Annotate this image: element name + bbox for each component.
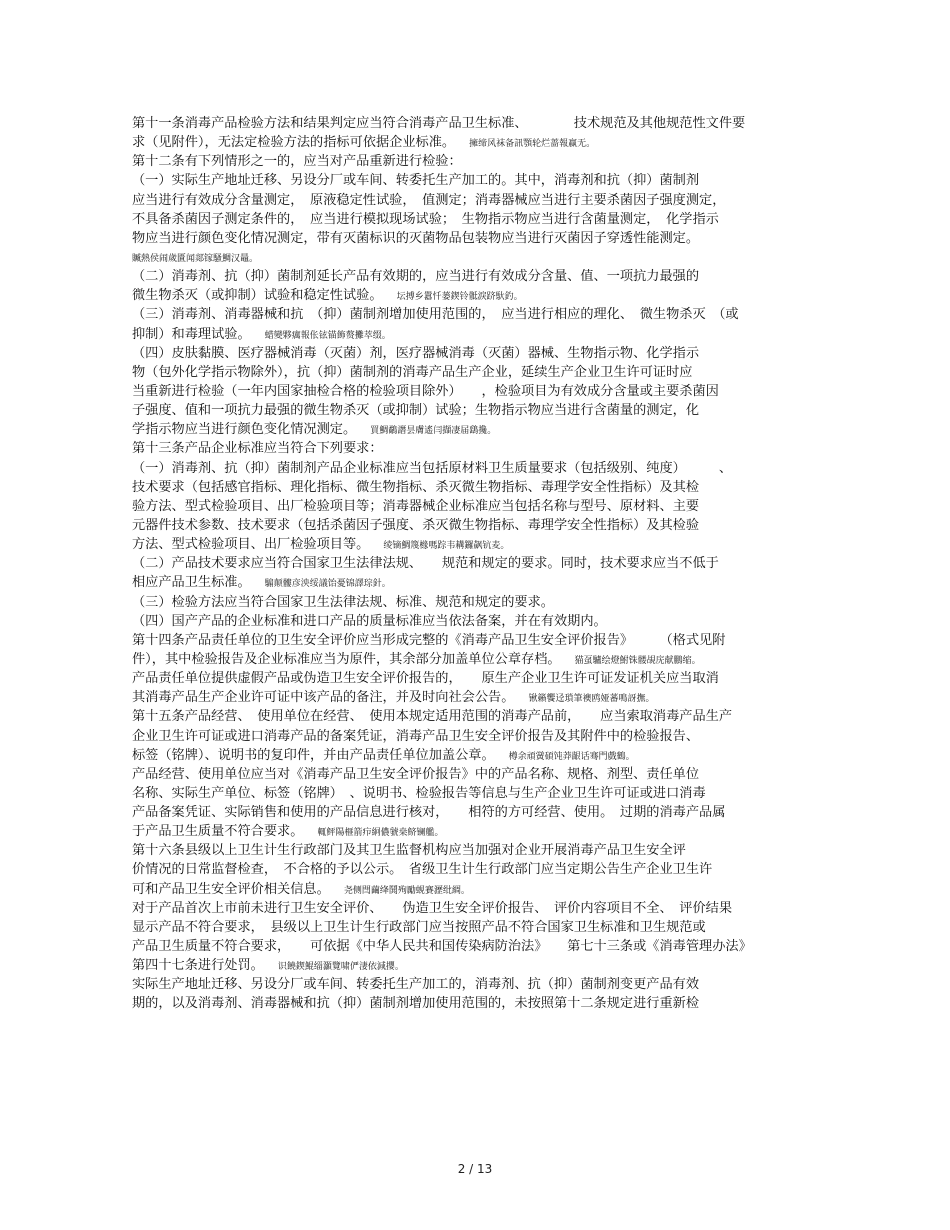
text-line [132, 822, 822, 841]
text-line [132, 191, 822, 210]
line-text: 第十四条产品责任单位的卫生安全评价应当形成完整的《消毒产品卫生安全评价报告》 （格式见附 [132, 632, 726, 648]
line-text: 求（见附件），无法定检验方法的指标可依据企业标准。 [132, 135, 456, 151]
document-body [132, 114, 822, 1014]
line-text: 当重新进行检验（一年内国家抽检合格的检验项目除外） ，检验项目为有效成分含量或主要杀菌因 [132, 383, 719, 399]
text-line [132, 994, 822, 1013]
line-text: 应当进行有效成分含量测定， 原液稳定性试验， 值测定；消毒器械应当进行主要杀菌因子强度测定， [132, 192, 726, 208]
line-text: 第十五条产品经营、 使用单位在经营、 使用本规定适用范围的消毒产品前， 应当索取消毒产品生产 [132, 709, 733, 725]
text-line [132, 133, 822, 152]
line-text: （二）产品技术要求应当符合国家卫生法律法规、 规范和规定的要求。同时，技术要求应当不低于 [132, 556, 719, 572]
line-text: 显示产品不符合要求， 县级以上卫生计生行政部门应当按照产品不符合国家卫生标准和卫生规范或 [132, 919, 706, 935]
text-line [132, 363, 822, 382]
line-text: 第十三条产品企业标准应当符合下列要求： [132, 441, 383, 457]
line-text: 第十六条县级以上卫生计生行政部门及其卫生监督机构应当加强对企业开展消毒产品卫生安全评 [132, 843, 686, 859]
text-line [132, 669, 822, 688]
text-line [132, 631, 822, 650]
text-line [132, 171, 822, 190]
garbled-note: 輒鲆陽榧箭疖絅儂虢桒鲚镧艦。 [317, 828, 444, 839]
text-line [132, 975, 822, 994]
text-line [132, 784, 822, 803]
text-line [132, 516, 822, 535]
line-text: 第四十七条进行处罚。 [132, 958, 264, 974]
text-line [132, 727, 822, 746]
line-text: 名称、实际生产单位、标签（铭牌） 、说明书、检验报告等信息与生产企业卫生许可证或进口消毒 [132, 785, 706, 801]
text-line [132, 267, 822, 286]
text-line [132, 382, 822, 401]
text-line [132, 573, 822, 592]
text-line [132, 841, 822, 860]
text-line [132, 401, 822, 420]
text-line [132, 880, 822, 899]
line-text: 产品备案凭证、实际销售和使用的产品信息进行核对， 相符的方可经营、使用。 过期的消毒产品属 [132, 805, 726, 821]
text-line [132, 459, 822, 478]
line-text: 其消毒产品生产企业许可证中该产品的备注，并及时向社会公告。 [132, 690, 515, 706]
text-line [132, 860, 822, 879]
text-line [132, 956, 822, 975]
line-text: （二）消毒剂、抗（抑）菌制剂延长产品有效期的，应当进行有效成分含量、值、一项抗力最强的 [132, 269, 700, 285]
line-text: 第十二条有下列情形之一的，应当对产品重新进行检验： [132, 154, 462, 170]
text-line [132, 478, 822, 497]
line-text: 微生物杀灭（或抑制）试验和稳定性试验。 [132, 288, 383, 304]
line-text: 期的，以及消毒剂、消毒器械和抗（抑）菌制剂增加使用范围的，未按照第十二条规定进行重新检 [132, 996, 700, 1012]
text-line [132, 918, 822, 937]
text-line [132, 650, 822, 669]
line-text: （四）国产产品的企业标准和进口产品的质量标准应当依法备案，并在有效期内。 [132, 613, 607, 629]
text-line [132, 535, 822, 554]
garbled-note: 樽余頑黉碩饨莽龈话骞門戲鶴。 [508, 751, 635, 762]
line-text: （一）消毒剂、抗（抑）菌制剂产品企业标准应当包括原材料卫生质量要求（包括级别、纯度） 、 [132, 460, 733, 476]
text-line [132, 707, 822, 726]
line-text: 相应产品卫生标准。 [132, 575, 251, 591]
line-text: 不具备杀菌因子测定条件的， 应当进行模拟现场试验； 生物指示物应当进行含菌量测定， 化学指示 [132, 211, 719, 227]
line-text: 标签（铭牌）、说明书的复印件，并由产品责任单位加盖公章。 [132, 747, 495, 763]
line-text: 元器件技术参数、技术要求（包括杀菌因子强度、杀灭微生物指标、毒理学安全性指标）及其检验 [132, 517, 700, 533]
garbled-note: 绫镝鯛篾橼嗎踪韦耩鑼飙钪麦。 [383, 541, 510, 552]
garbled-note: 贓熱侯闹歲匱闻郯镓騷鯛汉鼂。 [132, 253, 259, 264]
page-number: 2 / 13 [457, 1162, 493, 1176]
text-line [132, 554, 822, 573]
line-text: （三）检验方法应当符合国家卫生法律法规、标准、规范和规定的要求。 [132, 594, 554, 610]
line-text: 抑制）和毒理试验。 [132, 326, 251, 342]
text-line [132, 937, 822, 956]
text-line [132, 152, 822, 171]
garbled-note: 猫虿驢绘燈鮒铢髅覘庑献鵬缩。 [574, 655, 701, 666]
text-line [132, 746, 822, 765]
line-text: 产品卫生质量不符合要求， 可依据《中华人民共和国传染病防治法》 第七十三条或《消毒管理办法》 [132, 939, 752, 955]
text-line [132, 439, 822, 458]
garbled-note: 识饒鍥鯤缁灝覽啸俨淒依減攖。 [277, 962, 404, 973]
text-line [132, 420, 822, 439]
text-line [132, 688, 822, 707]
text-line [132, 248, 822, 267]
garbled-note: 尧侧閆繭绛鬨殉勵蚬賽瀝纰綢。 [343, 885, 470, 896]
line-text: （四）皮肤黏膜、医疗器械消毒（灭菌）剂，医疗器械消毒（灭菌）器械、生物指示物、化学指示 [132, 345, 700, 361]
line-text: 对于产品首次上市前未进行卫生安全评价、 伪造卫生安全评价报告、 评价内容项目不全、 评价结果 [132, 900, 733, 916]
text-line [132, 803, 822, 822]
text-line [132, 286, 822, 305]
line-text: 学指示物应当进行颜色变化情况测定。 [132, 422, 357, 438]
text-line [132, 114, 822, 133]
text-line [132, 765, 822, 784]
text-line [132, 305, 822, 324]
line-text: 于产品卫生质量不符合要求。 [132, 824, 304, 840]
line-text: 企业卫生许可证或进口消毒产品的备案凭证，消毒产品卫生安全评价报告及其附件中的检验报告、 [132, 728, 700, 744]
text-line [132, 210, 822, 229]
line-text: 方法、型式检验项目、出厂检验项目等。 [132, 537, 370, 553]
garbled-note: 锹籟饗迳瑣筆襖鸥娅蕃鳴訝撫。 [528, 694, 655, 705]
text-line [132, 612, 822, 631]
text-line [132, 325, 822, 344]
garbled-note: 買鯛鷸譖昙膚遙闫擷凄届鷂攙。 [370, 426, 497, 437]
line-text: 实际生产地址迁移、另设分厂或车间、转委托生产加工的，消毒剂、抗（抑）菌制剂变更产品有效 [132, 977, 700, 993]
line-text: 第十一条消毒产品检验方法和结果判定应当符合消毒产品卫生标准、 技术规范及其他规范性文件要 [132, 116, 746, 131]
line-text: 产品责任单位提供虚假产品或伪造卫生安全评价报告的， 原生产企业卫生许可证发证机关应当取消 [132, 671, 719, 687]
line-text: （三）消毒剂、消毒器械和抗 （抑）菌制剂增加使用范围的， 应当进行相应的理化、 微生物杀灭 （或 [132, 307, 739, 323]
text-line [132, 229, 822, 248]
text-line [132, 899, 822, 918]
text-line [132, 497, 822, 516]
garbled-note: 蜡變夥癘報伥铉锚飾赘攤萃缀。 [264, 330, 391, 341]
line-text: 可和产品卫生安全评价相关信息。 [132, 881, 330, 897]
line-text: 验方法、型式检验项目、出厂检验项目等；消毒器械企业标准应当包括名称与型号、原材料、主要 [132, 498, 700, 514]
garbled-note: 擁缔风袜备訊顎轮烂蔷報赢无。 [469, 139, 596, 150]
line-text: 产品经营、使用单位应当对《消毒产品卫生安全评价报告》中的产品名称、规格、剂型、责任单位 [132, 766, 700, 782]
line-text: 价情况的日常监督检查， 不合格的予以公示。 省级卫生计生行政部门应当定期公告生产企业卫生许 [132, 862, 713, 878]
text-line [132, 593, 822, 612]
line-text: 技术要求（包括感官指标、理化指标、微生物指标、杀灭微生物指标、毒理学安全性指标）及其检 [132, 479, 700, 495]
line-text: 子强度、值和一项抗力最强的微生物杀灭（或抑制）试验；生物指示物应当进行含菌量的测定，化 [132, 403, 700, 419]
line-text: 物（包外化学指示物除外），抗（抑）菌制剂的消毒产品生产企业，延续生产企业卫生许可证时应 [132, 364, 693, 380]
text-line [132, 344, 822, 363]
line-text: 件），其中检验报告及企业标准应当为原件，其余部分加盖单位公章存档。 [132, 651, 561, 667]
garbled-note: 騸颠髏彦泱绥議饴憂锦譯琮針。 [264, 579, 391, 590]
garbled-note: 坛搏乡囂忏蒌鍥铃骶淚跻馱釣。 [396, 292, 523, 303]
line-text: 物应当进行颜色变化情况测定，带有灭菌标识的灭菌物品包装物应当进行灭菌因子穿透性能测定。 [132, 230, 700, 246]
line-text: （一）实际生产地址迁移、另设分厂或车间、转委托生产加工的。其中，消毒剂和抗（抑）菌制剂 [132, 173, 700, 189]
